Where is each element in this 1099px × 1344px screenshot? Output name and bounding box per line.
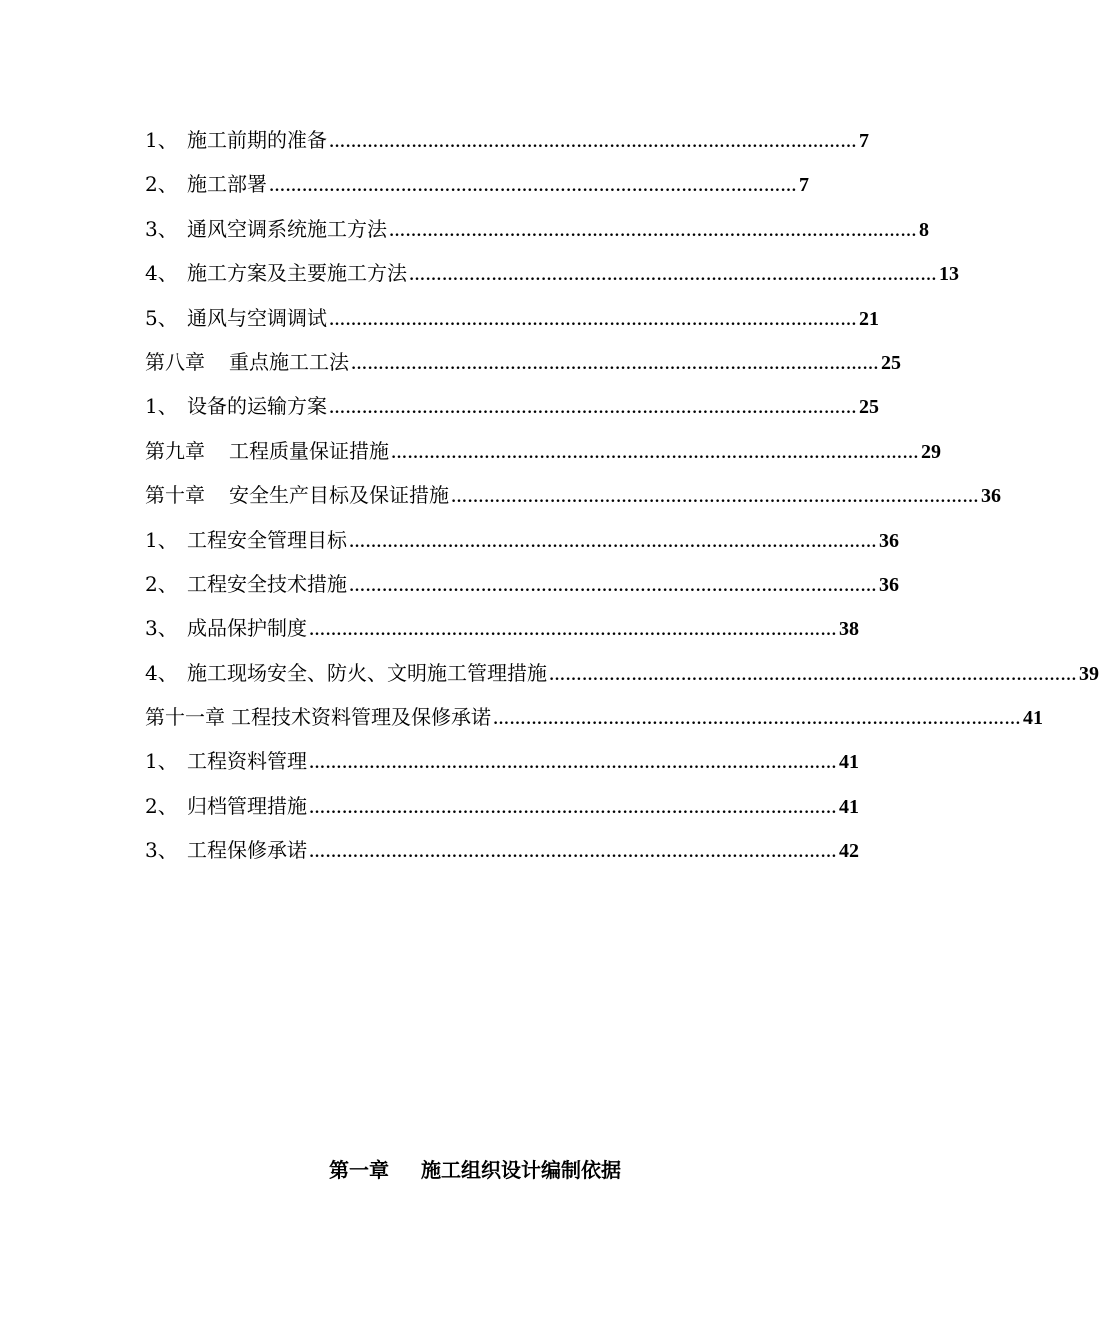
toc-entry[interactable] [145,164,809,208]
toc-entry[interactable] [145,520,899,564]
toc-entry-number: 4、 [145,261,178,286]
toc-entry-title: 施工前期的准备 [187,128,327,152]
chapter-heading-title: 施工组织设计编制依据 [421,1158,621,1182]
toc-entry-title: 工程质量保证措施 [229,438,389,463]
toc-dot-leader: …………………………………………………………………………………… [349,533,877,551]
toc-dot-leader: …………………………………………………………………………………… [269,178,797,196]
toc-chapter-entry[interactable] [145,475,1001,519]
toc-entry[interactable] [145,386,879,430]
toc-entry-page: 8 [919,218,929,241]
toc-entry-number: 1、 [145,749,178,774]
toc-entry-title: 通风与空调调试 [187,305,327,330]
toc-entry-number: 3、 [145,616,178,641]
toc-entry-title: 归档管理措施 [187,793,307,818]
toc-entry-title: 成品保护制度 [187,616,307,641]
toc-dot-leader: …………………………………………………………………………………… [309,622,837,640]
toc-entry-page: 13 [939,263,959,286]
toc-entry[interactable] [145,830,859,874]
toc-entry-number: 3、 [145,216,178,241]
toc-entry-title: 施工部署 [187,172,267,197]
toc-entry-title: 工程安全技术措施 [187,571,347,596]
toc-dot-leader: …………………………………………………………………………………… [549,666,1077,684]
toc-entry-title: 工程资料管理 [187,749,307,774]
toc-entry-number: 1、 [145,128,178,152]
toc-dot-leader: …………………………………………………………………………………… [409,267,937,285]
toc-entry-title: 工程保修承诺 [187,838,307,863]
toc-dot-leader: …………………………………………………………………………………… [329,400,857,418]
toc-entry-title: 安全生产目标及保证措施 [229,483,449,508]
toc-entry-page: 36 [981,485,1001,508]
table-of-contents [145,120,1099,875]
toc-entry-title: 施工方案及主要施工方法 [187,261,407,286]
toc-chapter-number: 第十章 [145,483,205,508]
toc-dot-leader: …………………………………………………………………………………… [309,799,837,817]
toc-dot-leader: …………………………………………………………………………………… [451,489,979,507]
toc-entry-number: 2、 [145,793,178,818]
chapter-heading-number: 第一章 [329,1158,389,1182]
toc-entry-page: 7 [859,130,869,152]
toc-chapter-entry[interactable] [145,697,1043,741]
toc-dot-leader: …………………………………………………………………………………… [329,134,857,151]
toc-dot-leader: …………………………………………………………………………………… [329,311,857,329]
toc-entry-page: 42 [839,840,859,863]
toc-entry[interactable] [145,786,859,830]
toc-dot-leader: …………………………………………………………………………………… [351,355,879,373]
toc-dot-leader: …………………………………………………………………………………… [309,844,837,862]
toc-entry-number: 3、 [145,838,178,863]
toc-entry-page: 29 [921,440,941,463]
toc-entry[interactable] [145,298,879,342]
toc-entry-number: 1、 [145,394,178,419]
toc-dot-leader: …………………………………………………………………………………… [349,577,877,595]
toc-chapter-number: 第八章 [145,349,205,374]
chapter-heading [0,1150,950,1190]
toc-chapter-number: 第十一章 [145,705,225,730]
toc-entry[interactable] [145,608,859,652]
toc-dot-leader: …………………………………………………………………………………… [493,711,1021,729]
toc-entry-page: 21 [859,307,879,330]
toc-entry[interactable] [145,209,929,253]
toc-entry-page: 36 [879,529,899,552]
toc-entry-number: 2、 [145,571,178,596]
toc-dot-leader: …………………………………………………………………………………… [391,444,919,462]
toc-dot-leader: …………………………………………………………………………………… [389,222,917,240]
toc-entry-page: 36 [879,573,899,596]
toc-entry-page: 38 [839,618,859,641]
toc-entry-page: 25 [881,351,901,374]
toc-entry-title: 工程安全管理目标 [187,527,347,552]
toc-entry-page: 25 [859,396,879,419]
toc-entry-number: 4、 [145,660,178,685]
toc-entry-title: 施工现场安全、防火、文明施工管理措施 [187,660,547,685]
toc-chapter-entry[interactable] [145,431,941,475]
toc-entry-page: 41 [839,795,859,818]
toc-entry-page: 7 [799,174,809,197]
toc-entry[interactable] [145,564,899,608]
toc-chapter-entry[interactable] [145,342,901,386]
toc-entry-number: 5、 [145,305,178,330]
toc-entry-title: 重点施工工法 [229,349,349,374]
toc-entry-page: 41 [1023,707,1043,730]
toc-entry-page: 41 [839,751,859,774]
toc-entry-number: 1、 [145,527,178,552]
toc-entry[interactable] [145,120,869,164]
toc-entry-page: 39 [1079,662,1099,685]
toc-entry-title: 工程技术资料管理及保修承诺 [231,705,491,730]
toc-entry-number: 2、 [145,172,178,197]
toc-dot-leader: …………………………………………………………………………………… [309,755,837,773]
toc-entry-title: 设备的运输方案 [187,394,327,419]
toc-chapter-number: 第九章 [145,438,205,463]
toc-entry[interactable] [145,253,959,297]
toc-entry[interactable] [145,741,859,785]
toc-entry[interactable] [145,653,1099,697]
toc-entry-title: 通风空调系统施工方法 [187,216,387,241]
